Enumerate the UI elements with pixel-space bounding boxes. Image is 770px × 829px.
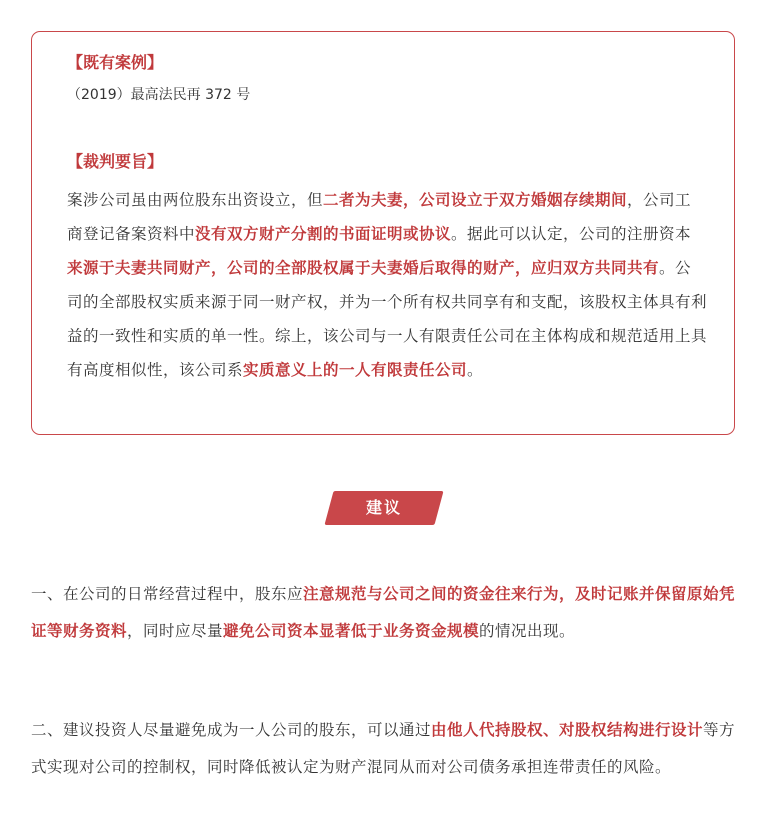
advice-text-segment: 等方式实现对公司的控制权，同时降低被认定为财产混同从而对公司债务承担连带责任的风险。: [31, 721, 736, 776]
ruling-highlight: 实质意义上的一人有限责任公司: [243, 361, 468, 379]
ruling-highlight: 二者为夫妻，公司设立于双方婚姻存续期间: [323, 191, 628, 209]
ruling-paragraph: [67, 183, 707, 387]
ruling-text-segment: ，公司工商登记备案资料中: [67, 191, 692, 243]
suggestion-badge: [329, 491, 439, 525]
advice-text-segment: 的情况出现。: [479, 622, 576, 640]
advice-text-segment: 二、建议投资人尽量避免成为一人公司的股东，可以通过: [31, 721, 432, 739]
case-number: （2019）最高法民再 372 号: [67, 87, 251, 103]
ruling-text-segment: 。据此可以认定，公司的注册资本: [451, 225, 692, 243]
case-content: [67, 52, 707, 387]
advice-paragraph-2: [31, 712, 743, 786]
advice-highlight: 避免公司资本显著低于业务资金规模: [223, 622, 480, 640]
ruling-heading: 【裁判要旨】: [67, 152, 164, 171]
advice-highlight: 由他人代持股权、对股权结构进行设计: [431, 721, 704, 739]
ruling-text-segment: 。: [467, 361, 484, 379]
ruling-highlight: 来源于夫妻共同财产，公司的全部股权属于夫妻婚后取得的财产，应归双方共同共有: [67, 259, 660, 277]
advice-text-segment: 一、在公司的日常经营过程中，股东应: [31, 585, 304, 603]
ruling-text-segment: 案涉公司虽由两位股东出资设立，但: [67, 191, 324, 209]
advice-highlight: 注意规范与公司之间的资金往来行为，及时记账并保留原始凭证等财务资料: [31, 585, 736, 640]
existing-case-heading: 【既有案例】: [67, 53, 164, 72]
ruling-highlight: 没有双方财产分割的书面证明或协议: [195, 225, 452, 243]
case-box: [31, 31, 735, 435]
ruling-text-segment: 。公司的全部股权实质来源于同一财产权，并为一个所有权共同享有和支配，该股权主体具有利益的一致性和实质的单一性。综上，该公司与一人有限责任公司在主体构成和规范适用上具有高度相似性，该公司系: [67, 259, 708, 379]
advice-text-segment: ，同时应尽量: [127, 622, 224, 640]
advice-paragraph-1: [31, 576, 743, 650]
suggestion-badge-label: 建议: [365, 498, 402, 517]
